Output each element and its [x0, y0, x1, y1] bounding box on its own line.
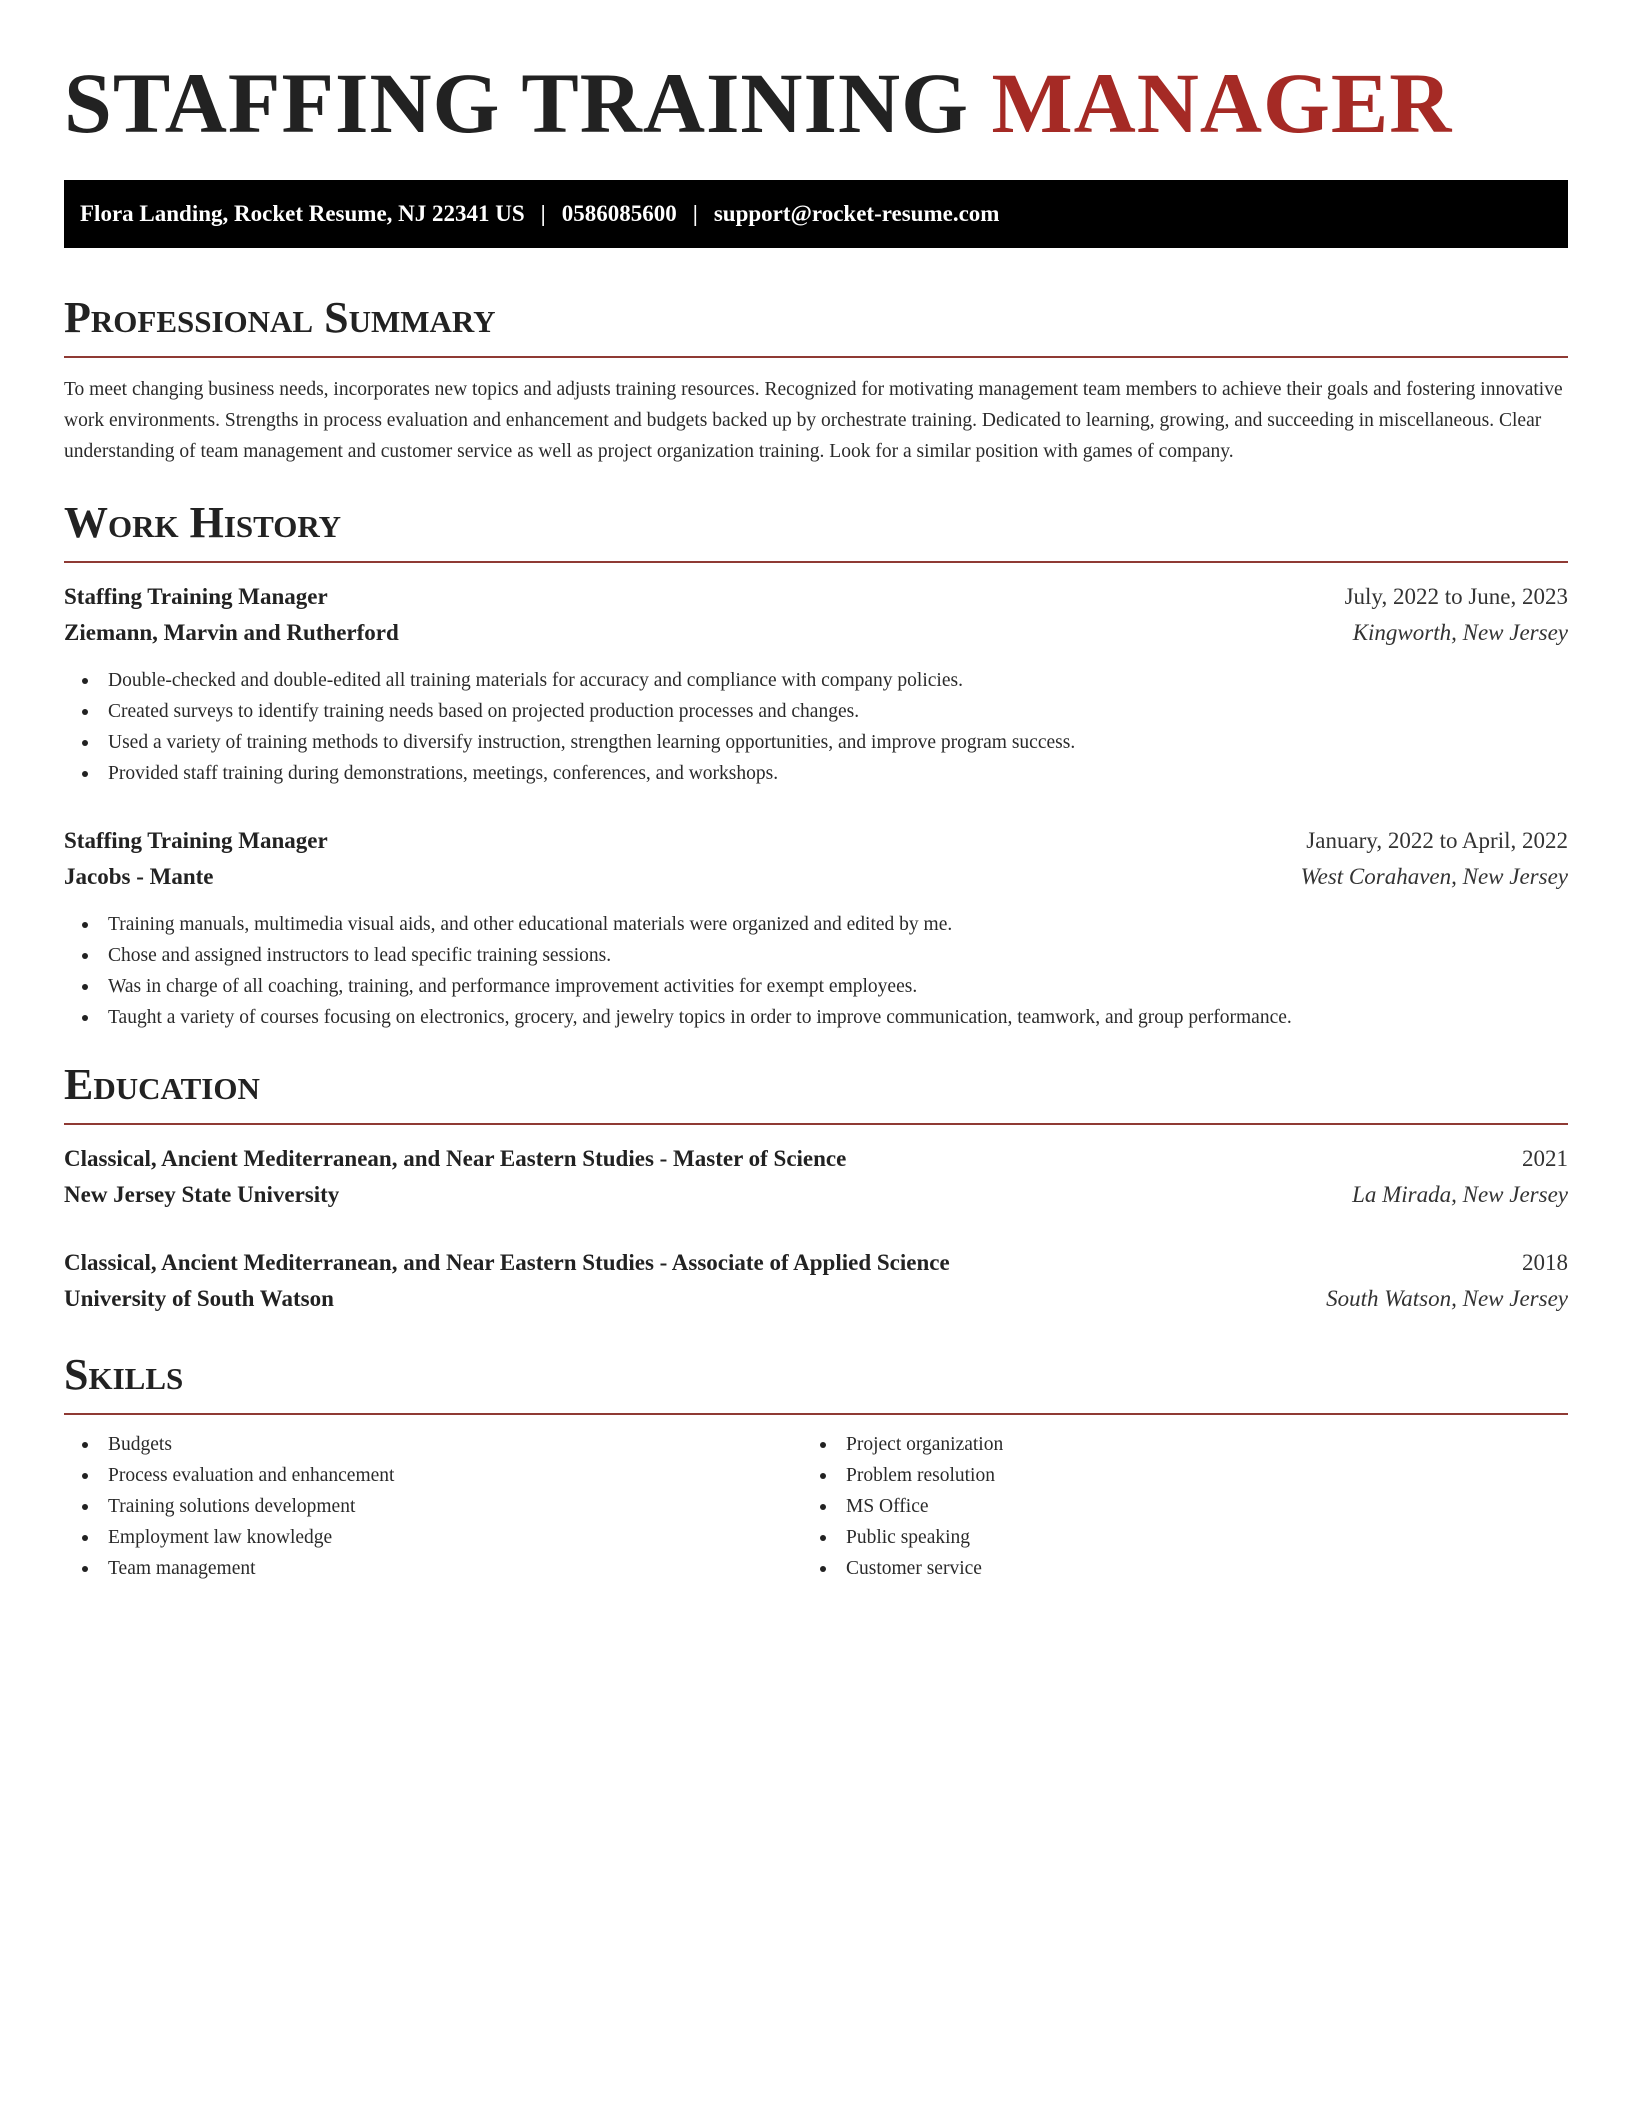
job-bullets: [64, 909, 1568, 1033]
name-last: MANAGER: [991, 55, 1453, 151]
job-location: Kingworth, New Jersey: [1352, 620, 1568, 645]
section-divider: [64, 356, 1568, 358]
skills-column-left: [64, 1429, 802, 1584]
education-degree: Classical, Ancient Mediterranean, and Near Eastern Studies - Associate of Applied Science: [64, 1250, 950, 1275]
work-history-section: [64, 498, 1568, 1033]
job-company-row: [64, 859, 1568, 895]
section-heading-education: Education: [64, 1060, 260, 1109]
skill-item: Team management: [64, 1553, 802, 1584]
education-entry: [64, 1245, 1568, 1317]
skill-item: Problem resolution: [802, 1460, 1540, 1491]
skill-item: MS Office: [802, 1491, 1540, 1522]
job-company: Jacobs - Mante: [64, 864, 214, 889]
education-school: University of South Watson: [64, 1286, 334, 1311]
education-degree-row: [64, 1141, 1568, 1177]
job-company: Ziemann, Marvin and Rutherford: [64, 620, 399, 645]
job-entry: [64, 579, 1568, 789]
section-divider: [64, 561, 1568, 563]
job-bullet: Double-checked and double-edited all training materials for accuracy and compliance with company policies.: [64, 665, 1568, 696]
education-school-row: [64, 1177, 1568, 1213]
skill-item: Project organization: [802, 1429, 1540, 1460]
section-heading-summary: Professional Summary: [64, 293, 496, 342]
education-year: 2018: [1522, 1250, 1568, 1275]
education-section: [64, 1060, 1568, 1317]
skills-column-right: [802, 1429, 1540, 1584]
contact-bar: [64, 180, 1568, 248]
contact-address: Flora Landing, Rocket Resume, NJ 22341 US: [80, 201, 525, 226]
skill-item: Training solutions development: [64, 1491, 802, 1522]
skill-item: Public speaking: [802, 1522, 1540, 1553]
contact-separator: |: [540, 201, 546, 226]
job-entry: [64, 823, 1568, 1033]
job-header-row: [64, 579, 1568, 615]
resume-name: [64, 55, 1568, 151]
contact-phone: 0586085600: [561, 201, 677, 226]
skills-section: [64, 1350, 1568, 1584]
education-year: 2021: [1522, 1146, 1568, 1171]
job-location: West Corahaven, New Jersey: [1300, 864, 1568, 889]
contact-separator: |: [692, 201, 698, 226]
job-bullet: Created surveys to identify training needs based on projected production processes and changes.: [64, 696, 1568, 727]
education-school: New Jersey State University: [64, 1182, 340, 1207]
education-degree-row: [64, 1245, 1568, 1281]
job-header-row: [64, 823, 1568, 859]
skills-list: [64, 1429, 802, 1584]
education-degree: Classical, Ancient Mediterranean, and Near Eastern Studies - Master of Science: [64, 1146, 847, 1171]
education-school-row: [64, 1281, 1568, 1317]
skill-item: Budgets: [64, 1429, 802, 1460]
summary-text: To meet changing business needs, incorporates new topics and adjusts training resources. Recognized for motivating management team members to achieve their goals and fostering innovative work environments. Strengths in process evaluation and enhancement and budgets backed up by orchestrate training. Dedicated to learning, growing, and succeeding in miscellaneous. Clear understanding of team management and customer service as well as project organization training. Look for a similar position with games of company.: [64, 379, 1563, 462]
job-company-row: [64, 615, 1568, 651]
job-bullets: [64, 665, 1568, 789]
job-dates: January, 2022 to April, 2022: [1306, 828, 1568, 853]
job-bullet: Training manuals, multimedia visual aids, and other educational materials were organized and edited by me.: [64, 909, 1568, 940]
job-bullet: Chose and assigned instructors to lead specific training sessions.: [64, 940, 1568, 971]
summary-section: [64, 293, 1568, 467]
job-bullet: Provided staff training during demonstrations, meetings, conferences, and workshops.: [64, 758, 1568, 789]
skills-grid: [64, 1429, 1568, 1584]
job-title: Staffing Training Manager: [64, 828, 328, 853]
name-first: STAFFING TRAINING: [64, 55, 970, 151]
section-divider: [64, 1413, 1568, 1415]
section-heading-work: Work History: [64, 498, 342, 547]
section-heading-skills: Skills: [64, 1350, 184, 1399]
skill-item: Customer service: [802, 1553, 1540, 1584]
job-bullet: Taught a variety of courses focusing on electronics, grocery, and jewelry topics in order to improve communication, teamwork, and group performance.: [64, 1002, 1568, 1033]
education-location: South Watson, New Jersey: [1326, 1286, 1568, 1311]
job-title: Staffing Training Manager: [64, 584, 328, 609]
education-entry: [64, 1141, 1568, 1213]
contact-email: support@rocket-resume.com: [713, 201, 1000, 226]
job-bullet: Used a variety of training methods to diversify instruction, strengthen learning opportunities, and improve program success.: [64, 727, 1568, 758]
skill-item: Employment law knowledge: [64, 1522, 802, 1553]
education-location: La Mirada, New Jersey: [1352, 1182, 1568, 1207]
section-divider: [64, 1123, 1568, 1125]
job-dates: July, 2022 to June, 2023: [1344, 584, 1568, 609]
job-bullet: Was in charge of all coaching, training, and performance improvement activities for exempt employees.: [64, 971, 1568, 1002]
skills-list: [802, 1429, 1540, 1584]
skill-item: Process evaluation and enhancement: [64, 1460, 802, 1491]
